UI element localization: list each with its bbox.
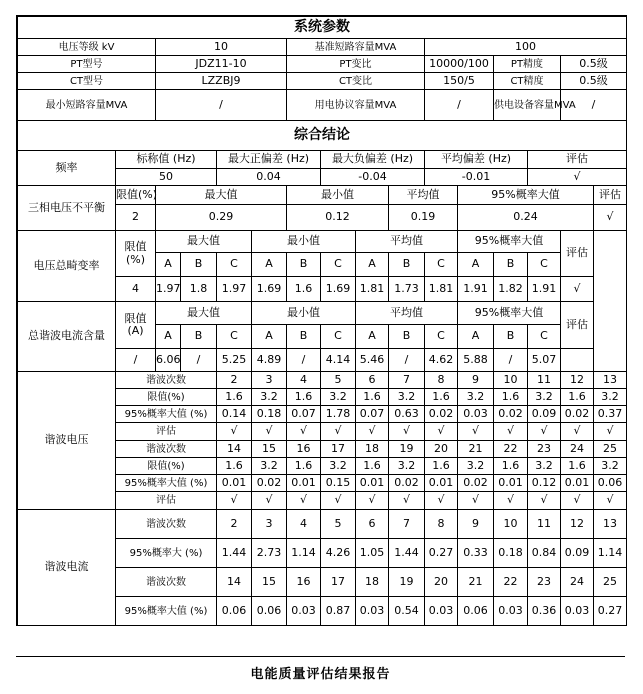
value-phase: 5.07	[528, 349, 561, 372]
col-header-phase: C	[321, 253, 356, 277]
value-supply-capacity: /	[561, 90, 627, 121]
harmonic-value: 1.6	[287, 389, 321, 406]
col-header-group: 95%概率大值	[458, 302, 561, 325]
harmonic-value: 1.6	[425, 389, 458, 406]
col-header: 95%概率大值	[458, 186, 594, 205]
harmonic-value: √	[561, 423, 594, 441]
value-limit: /	[116, 349, 156, 372]
harmonic-value: 0.18	[252, 406, 287, 423]
report-footer: 电能质量评估结果报告	[16, 656, 625, 693]
harmonic-value: 18	[356, 441, 389, 458]
harmonic-value: √	[425, 492, 458, 510]
harmonic-value: 0.03	[458, 406, 494, 423]
harmonic-value: 14	[217, 568, 252, 597]
value-unbalance-max: 0.29	[156, 205, 287, 231]
harmonic-value: 1.6	[356, 458, 389, 475]
harmonic-value: 0.03	[356, 597, 389, 626]
value-ct-ratio: 150/5	[425, 73, 494, 90]
harmonic-value: 21	[458, 568, 494, 597]
row-header: 评估	[116, 423, 217, 441]
harmonic-value: 0.27	[425, 539, 458, 568]
harmonic-value: 3.2	[458, 458, 494, 475]
col-header-phase: C	[217, 253, 252, 277]
col-header: 最大正偏差 (Hz)	[217, 151, 321, 169]
harmonic-value: 3.2	[528, 458, 561, 475]
harmonic-value: 19	[389, 441, 425, 458]
value-phase: 1.81	[425, 277, 458, 302]
harmonic-value: 14	[217, 441, 252, 458]
col-header-phase: B	[494, 325, 528, 349]
value-eval: √	[561, 277, 594, 302]
label-pt-accuracy: PT精度	[494, 56, 561, 73]
harmonic-value: √	[494, 423, 528, 441]
harmonic-value: 0.03	[425, 597, 458, 626]
harmonic-value: 0.01	[356, 475, 389, 492]
label-pt-model: PT型号	[18, 56, 156, 73]
harmonic-value: 4.26	[321, 539, 356, 568]
section-title-system: 系统参数	[18, 17, 627, 39]
value-phase: 5.88	[458, 349, 494, 372]
row-header: 谐波次数	[116, 372, 217, 389]
harmonic-value: 3.2	[252, 389, 287, 406]
value-phase: 1.97	[217, 277, 252, 302]
value-phase: 4.89	[252, 349, 287, 372]
value-unbalance-eval: √	[594, 205, 627, 231]
harmonic-value: 23	[528, 568, 561, 597]
harmonic-value: 1.6	[425, 458, 458, 475]
value-phase: 5.25	[217, 349, 252, 372]
harmonic-value: 5	[321, 510, 356, 539]
col-header-phase: B	[287, 253, 321, 277]
harmonic-value: 3	[252, 372, 287, 389]
value-phase: 1.6	[287, 277, 321, 302]
col-header-phase: B	[494, 253, 528, 277]
harmonic-value: 17	[321, 441, 356, 458]
label-base-short-circuit: 基准短路容量MVA	[287, 39, 425, 56]
row-header: 95%概率大 (%)	[116, 539, 217, 568]
harmonic-value: 3.2	[528, 389, 561, 406]
harmonic-value: 8	[425, 372, 458, 389]
value-ct-accuracy: 0.5级	[561, 73, 627, 90]
value-base-short-circuit: 100	[425, 39, 627, 56]
col-header-phase: A	[458, 253, 494, 277]
harmonic-value: 11	[528, 372, 561, 389]
label-agreement-capacity: 用电协议容量MVA	[287, 90, 425, 121]
harmonic-value: 0.01	[217, 475, 252, 492]
col-header-limit: 限值(%)	[116, 231, 156, 277]
harmonic-value: 3.2	[458, 389, 494, 406]
harmonic-value: 0.36	[528, 597, 561, 626]
row-header: 限值(%)	[116, 389, 217, 406]
harmonic-value: √	[321, 423, 356, 441]
harmonic-value: 0.12	[528, 475, 561, 492]
value-limit: 4	[116, 277, 156, 302]
harmonic-value: 1.44	[217, 539, 252, 568]
row-header: 限值(%)	[116, 458, 217, 475]
harmonic-value: 18	[356, 568, 389, 597]
row-label-thdi: 总谐波电流含量	[18, 302, 116, 372]
value-phase: 1.8	[181, 277, 217, 302]
harmonic-value: 6	[356, 510, 389, 539]
harmonic-value: 10	[494, 372, 528, 389]
value-pt-ratio: 10000/100	[425, 56, 494, 73]
harmonic-value: √	[252, 423, 287, 441]
value-phase: 6.06	[156, 349, 181, 372]
value-phase: 1.91	[458, 277, 494, 302]
value-phase: 1.73	[389, 277, 425, 302]
harmonic-value: 17	[321, 568, 356, 597]
harmonic-value: 0.01	[287, 475, 321, 492]
value-phase: 4.14	[321, 349, 356, 372]
col-header: 平均值	[389, 186, 458, 205]
col-header-group: 平均值	[356, 302, 458, 325]
harmonic-value: √	[287, 423, 321, 441]
harmonic-value: 22	[494, 568, 528, 597]
harmonic-value: 7	[389, 510, 425, 539]
report-table	[17, 16, 627, 626]
value-phase: /	[389, 349, 425, 372]
row-header: 95%概率大值 (%)	[116, 597, 217, 626]
harmonic-value: 0.63	[389, 406, 425, 423]
value-phase: 1.69	[252, 277, 287, 302]
col-header-phase: A	[156, 325, 181, 349]
harmonic-value: 0.09	[528, 406, 561, 423]
harmonic-value: √	[356, 423, 389, 441]
harmonic-value: 3	[252, 510, 287, 539]
value-voltage-level: 10	[156, 39, 287, 56]
harmonic-value: 5	[321, 372, 356, 389]
report-sheet	[16, 15, 627, 626]
col-header-group: 95%概率大值	[458, 231, 561, 253]
col-header-phase: C	[321, 325, 356, 349]
value-phase: 1.97	[156, 277, 181, 302]
value-phase: 1.91	[528, 277, 561, 302]
harmonic-value: 1.6	[494, 389, 528, 406]
harmonic-value: 0.06	[217, 597, 252, 626]
harmonic-value: 20	[425, 568, 458, 597]
harmonic-value: √	[389, 423, 425, 441]
col-header-group: 最大值	[156, 302, 252, 325]
value-min-short-circuit: /	[156, 90, 287, 121]
section-title-summary: 综合结论	[18, 121, 627, 151]
col-header: 限值(%)	[116, 186, 156, 205]
harmonic-value: 0.06	[458, 597, 494, 626]
harmonic-value: √	[528, 492, 561, 510]
harmonic-value: 19	[389, 568, 425, 597]
col-header-eval: 评估	[561, 302, 594, 349]
harmonic-value: 16	[287, 441, 321, 458]
harmonic-value: 11	[528, 510, 561, 539]
col-header: 标称值 (Hz)	[116, 151, 217, 169]
harmonic-value: 25	[594, 441, 627, 458]
value-unbalance-avg: 0.19	[389, 205, 458, 231]
harmonic-value: 1.78	[321, 406, 356, 423]
label-ct-ratio: CT变比	[287, 73, 425, 90]
harmonic-value: √	[494, 492, 528, 510]
harmonic-value: 0.27	[594, 597, 627, 626]
row-header: 95%概率大值 (%)	[116, 475, 217, 492]
harmonic-value: 4	[287, 510, 321, 539]
harmonic-value: √	[356, 492, 389, 510]
col-header-phase: B	[181, 253, 217, 277]
label-ct-model: CT型号	[18, 73, 156, 90]
value-pt-model: JDZ11-10	[156, 56, 287, 73]
harmonic-value: 2	[217, 372, 252, 389]
harmonic-value: √	[594, 423, 627, 441]
value-frequency-max-neg: -0.04	[321, 169, 425, 186]
harmonic-value: 1.6	[287, 458, 321, 475]
harmonic-value: 1.05	[356, 539, 389, 568]
row-label-frequency: 频率	[18, 151, 116, 186]
col-header-phase: A	[252, 325, 287, 349]
harmonic-value: 8	[425, 510, 458, 539]
harmonic-value: 0.01	[561, 475, 594, 492]
harmonic-value: 0.01	[494, 475, 528, 492]
col-header-phase: C	[425, 253, 458, 277]
harmonic-value: 16	[287, 568, 321, 597]
col-header: 最大值	[156, 186, 287, 205]
harmonic-value: 1.6	[217, 458, 252, 475]
col-header-phase: C	[528, 253, 561, 277]
harmonic-value: 24	[561, 441, 594, 458]
row-header: 95%概率大值 (%)	[116, 406, 217, 423]
harmonic-value: √	[287, 492, 321, 510]
harmonic-value: 3.2	[321, 458, 356, 475]
row-header: 评估	[116, 492, 217, 510]
value-phase: 5.46	[356, 349, 389, 372]
value-phase: 1.81	[356, 277, 389, 302]
col-header: 平均偏差 (Hz)	[425, 151, 528, 169]
value-agreement-capacity: /	[425, 90, 494, 121]
harmonic-value: √	[321, 492, 356, 510]
col-header-group: 平均值	[356, 231, 458, 253]
harmonic-value: 12	[561, 372, 594, 389]
col-header-phase: C	[217, 325, 252, 349]
col-header-phase: A	[252, 253, 287, 277]
harmonic-value: √	[561, 492, 594, 510]
col-header-limit: 限值 (A)	[116, 302, 156, 349]
harmonic-value: 4	[287, 372, 321, 389]
value-frequency-nominal: 50	[116, 169, 217, 186]
harmonic-value: 0.06	[594, 475, 627, 492]
row-label-hi: 谐波电流	[18, 510, 116, 626]
harmonic-value: √	[528, 423, 561, 441]
col-header-phase: A	[458, 325, 494, 349]
col-header: 最小值	[287, 186, 389, 205]
harmonic-value: 0.03	[561, 597, 594, 626]
harmonic-value: 0.01	[425, 475, 458, 492]
col-header-phase: B	[389, 253, 425, 277]
harmonic-value: 7	[389, 372, 425, 389]
col-header-group: 最小值	[252, 302, 356, 325]
row-header: 谐波次数	[116, 568, 217, 597]
harmonic-value: 13	[594, 510, 627, 539]
harmonic-value: 0.06	[252, 597, 287, 626]
value-unbalance-p95: 0.24	[458, 205, 594, 231]
col-header-phase: C	[528, 325, 561, 349]
harmonic-value: 0.02	[425, 406, 458, 423]
harmonic-value: 1.44	[389, 539, 425, 568]
harmonic-value: 0.07	[356, 406, 389, 423]
label-supply-capacity: 供电设备容量MVA	[494, 90, 561, 121]
harmonic-value: 1.6	[561, 389, 594, 406]
label-pt-ratio: PT变比	[287, 56, 425, 73]
harmonic-value: √	[425, 423, 458, 441]
col-header-eval: 评估	[561, 231, 594, 277]
value-phase: 1.82	[494, 277, 528, 302]
value-eval	[561, 349, 594, 372]
harmonic-value: 0.02	[494, 406, 528, 423]
col-header-phase: A	[156, 253, 181, 277]
value-phase: /	[287, 349, 321, 372]
harmonic-value: 22	[494, 441, 528, 458]
harmonic-value: 0.87	[321, 597, 356, 626]
col-header-phase: A	[356, 253, 389, 277]
harmonic-value: 3.2	[389, 458, 425, 475]
value-ct-model: LZZBJ9	[156, 73, 287, 90]
value-phase: 4.62	[425, 349, 458, 372]
harmonic-value: 12	[561, 510, 594, 539]
row-label-unbalance: 三相电压不平衡	[18, 186, 116, 231]
harmonic-value: √	[217, 423, 252, 441]
harmonic-value: 9	[458, 510, 494, 539]
col-header: 评估	[594, 186, 627, 205]
col-header-group: 最大值	[156, 231, 252, 253]
row-header: 谐波次数	[116, 441, 217, 458]
harmonic-value: √	[458, 492, 494, 510]
harmonic-value: 1.6	[494, 458, 528, 475]
harmonic-value: 0.54	[389, 597, 425, 626]
harmonic-value: 0.84	[528, 539, 561, 568]
col-header: 评估	[528, 151, 627, 169]
value-unbalance-limit: 2	[116, 205, 156, 231]
harmonic-value: 0.14	[217, 406, 252, 423]
harmonic-value: 23	[528, 441, 561, 458]
col-header-phase: B	[181, 325, 217, 349]
value-frequency-eval: √	[528, 169, 627, 186]
label-ct-accuracy: CT精度	[494, 73, 561, 90]
harmonic-value: 15	[252, 568, 287, 597]
harmonic-value: 2	[217, 510, 252, 539]
harmonic-value: √	[389, 492, 425, 510]
harmonic-value: 0.03	[494, 597, 528, 626]
harmonic-value: 1.6	[561, 458, 594, 475]
harmonic-value: 3.2	[594, 458, 627, 475]
harmonic-value: 20	[425, 441, 458, 458]
label-min-short-circuit: 最小短路容量MVA	[18, 90, 156, 121]
value-phase: 1.69	[321, 277, 356, 302]
harmonic-value: 21	[458, 441, 494, 458]
harmonic-value: 1.6	[217, 389, 252, 406]
harmonic-value: √	[252, 492, 287, 510]
value-phase: /	[181, 349, 217, 372]
harmonic-value: 3.2	[252, 458, 287, 475]
col-header-phase: C	[425, 325, 458, 349]
harmonic-value: 6	[356, 372, 389, 389]
label-voltage-level: 电压等级 kV	[18, 39, 156, 56]
harmonic-value: 0.02	[561, 406, 594, 423]
harmonic-value: 3.2	[594, 389, 627, 406]
harmonic-value: 10	[494, 510, 528, 539]
value-frequency-max-pos: 0.04	[217, 169, 321, 186]
harmonic-value: 13	[594, 372, 627, 389]
row-header: 谐波次数	[116, 510, 217, 539]
harmonic-value: √	[458, 423, 494, 441]
harmonic-value: 15	[252, 441, 287, 458]
col-header-phase: B	[389, 325, 425, 349]
harmonic-value: 2.73	[252, 539, 287, 568]
harmonic-value: 25	[594, 568, 627, 597]
harmonic-value: 0.02	[458, 475, 494, 492]
harmonic-value: 0.09	[561, 539, 594, 568]
row-label-thdv: 电压总畸变率	[18, 231, 116, 302]
harmonic-value: 0.18	[494, 539, 528, 568]
value-frequency-avg: -0.01	[425, 169, 528, 186]
harmonic-value: 0.03	[287, 597, 321, 626]
harmonic-value: 0.02	[252, 475, 287, 492]
harmonic-value: 1.6	[356, 389, 389, 406]
harmonic-value: √	[594, 492, 627, 510]
harmonic-value: 1.14	[594, 539, 627, 568]
value-unbalance-min: 0.12	[287, 205, 389, 231]
value-pt-accuracy: 0.5级	[561, 56, 627, 73]
value-phase: /	[494, 349, 528, 372]
harmonic-value: √	[217, 492, 252, 510]
harmonic-value: 0.02	[389, 475, 425, 492]
col-header-group: 最小值	[252, 231, 356, 253]
col-header-phase: A	[356, 325, 389, 349]
harmonic-value: 3.2	[389, 389, 425, 406]
harmonic-value: 0.33	[458, 539, 494, 568]
harmonic-value: 1.14	[287, 539, 321, 568]
harmonic-value: 24	[561, 568, 594, 597]
harmonic-value: 0.15	[321, 475, 356, 492]
harmonic-value: 3.2	[321, 389, 356, 406]
harmonic-value: 0.07	[287, 406, 321, 423]
row-label-hv: 谐波电压	[18, 372, 116, 510]
col-header-phase: B	[287, 325, 321, 349]
col-header: 最大负偏差 (Hz)	[321, 151, 425, 169]
harmonic-value: 0.37	[594, 406, 627, 423]
harmonic-value: 9	[458, 372, 494, 389]
